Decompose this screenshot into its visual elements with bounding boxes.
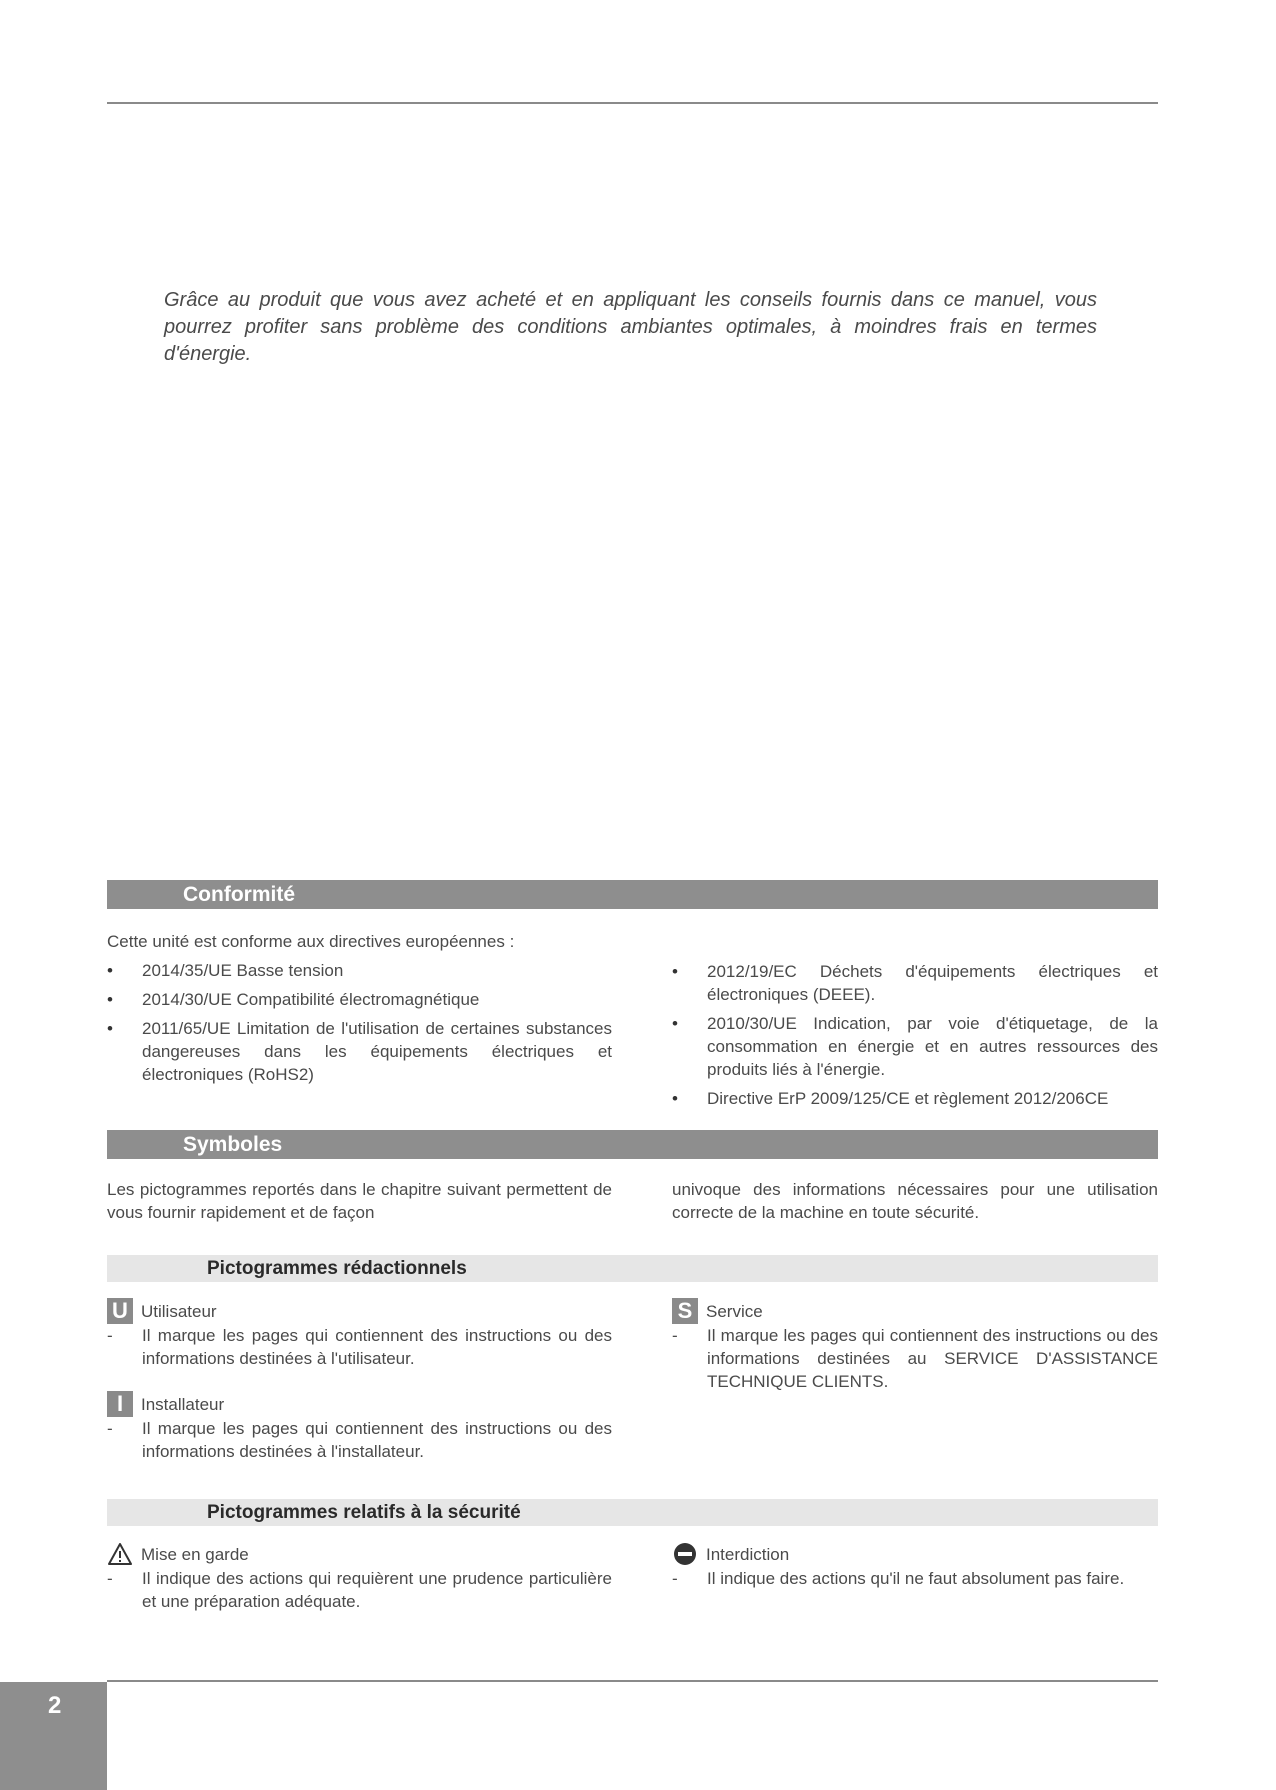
- intro-paragraph: Grâce au produit que vous avez acheté et en appliquant les conseils fournis dans ce manuel, vous pourrez profiter sans problème des conditions ambiantes optimales, à moindres frais en termes d'énergie.: [164, 289, 1097, 365]
- mise-en-garde-text: Il indique des actions qui requièrent une prudence particulière et une préparation adéquate.: [142, 1569, 612, 1611]
- redactionnels-heading: Pictogrammes rédactionnels: [107, 1255, 1158, 1282]
- interdiction-text: Il indique des actions qu'il ne faut absolument pas faire.: [707, 1569, 1125, 1588]
- list-item: • 2012/19/EC Déchets d'équipements électriques et électroniques (DEEE).: [672, 960, 1158, 1006]
- dash-marker: -: [107, 1419, 113, 1438]
- service-badge-icon: S: [672, 1298, 698, 1324]
- service-label: Service: [706, 1301, 763, 1321]
- warning-icon: [107, 1541, 133, 1567]
- conformite-left-list: [107, 959, 612, 1086]
- installer-badge-icon: I: [107, 1391, 133, 1417]
- prohibition-icon: [672, 1541, 698, 1567]
- utilisateur-block: [107, 1298, 612, 1370]
- user-badge-icon: U: [107, 1298, 133, 1324]
- top-rule: [107, 102, 1158, 104]
- dash-marker: -: [107, 1569, 113, 1588]
- service-text: Il marque les pages qui contiennent des instructions ou des informations destinées au SERVICE D'ASSISTANCE TECHNIQUE CLIENTS.: [707, 1326, 1158, 1391]
- mise-en-garde-block: [107, 1541, 612, 1613]
- symboles-heading: Symboles: [107, 1130, 1158, 1159]
- conformite-heading: Conformité: [107, 880, 1158, 909]
- interdiction-label: Interdiction: [706, 1544, 790, 1564]
- utilisateur-label: Utilisateur: [141, 1301, 217, 1321]
- bottom-rule: [107, 1680, 1158, 1682]
- list-item: • 2011/65/UE Limitation de l'utilisation de certaines substances dangereuses dans les équipements électriques et électroniques (RoHS2): [107, 1017, 612, 1086]
- page-number: 2: [48, 1692, 62, 1719]
- symboles-left-text: Les pictogrammes reportés dans le chapitre suivant permettent de vous fournir rapidement et de façon: [107, 1180, 612, 1222]
- symboles-right-column: [672, 1178, 1158, 1224]
- dash-marker: -: [107, 1326, 113, 1345]
- dash-marker: -: [672, 1326, 678, 1345]
- conformite-left-column: [107, 930, 612, 1092]
- securite-heading: Pictogrammes relatifs à la sécurité: [107, 1499, 1158, 1526]
- installateur-text: Il marque les pages qui contiennent des instructions ou des informations destinées à l'installateur.: [142, 1419, 612, 1461]
- installateur-block: [107, 1391, 612, 1463]
- symboles-left-column: [107, 1178, 612, 1224]
- dash-marker: -: [672, 1569, 678, 1588]
- list-item: • Directive ErP 2009/125/CE et règlement 2012/206CE: [672, 1087, 1158, 1110]
- service-block: [672, 1298, 1158, 1393]
- conformite-right-list: [672, 960, 1158, 1110]
- page-number-tab: [0, 1682, 107, 1790]
- conformite-lead: Cette unité est conforme aux directives européennes :: [107, 932, 515, 951]
- mise-en-garde-label: Mise en garde: [141, 1544, 249, 1564]
- list-item: • 2010/30/UE Indication, par voie d'étiquetage, de la consommation en énergie et en autres ressources des produits liés à l'énergie.: [672, 1012, 1158, 1081]
- symboles-right-text: univoque des informations nécessaires pour une utilisation correcte de la machine en toute sécurité.: [672, 1180, 1158, 1222]
- conformite-right-column: [672, 960, 1158, 1116]
- list-item: • 2014/35/UE Basse tension: [107, 959, 612, 982]
- installateur-label: Installateur: [141, 1394, 225, 1414]
- interdiction-block: [672, 1541, 1158, 1590]
- list-item: • 2014/30/UE Compatibilité électromagnétique: [107, 988, 612, 1011]
- utilisateur-text: Il marque les pages qui contiennent des instructions ou des informations destinées à l'utilisateur.: [142, 1326, 612, 1368]
